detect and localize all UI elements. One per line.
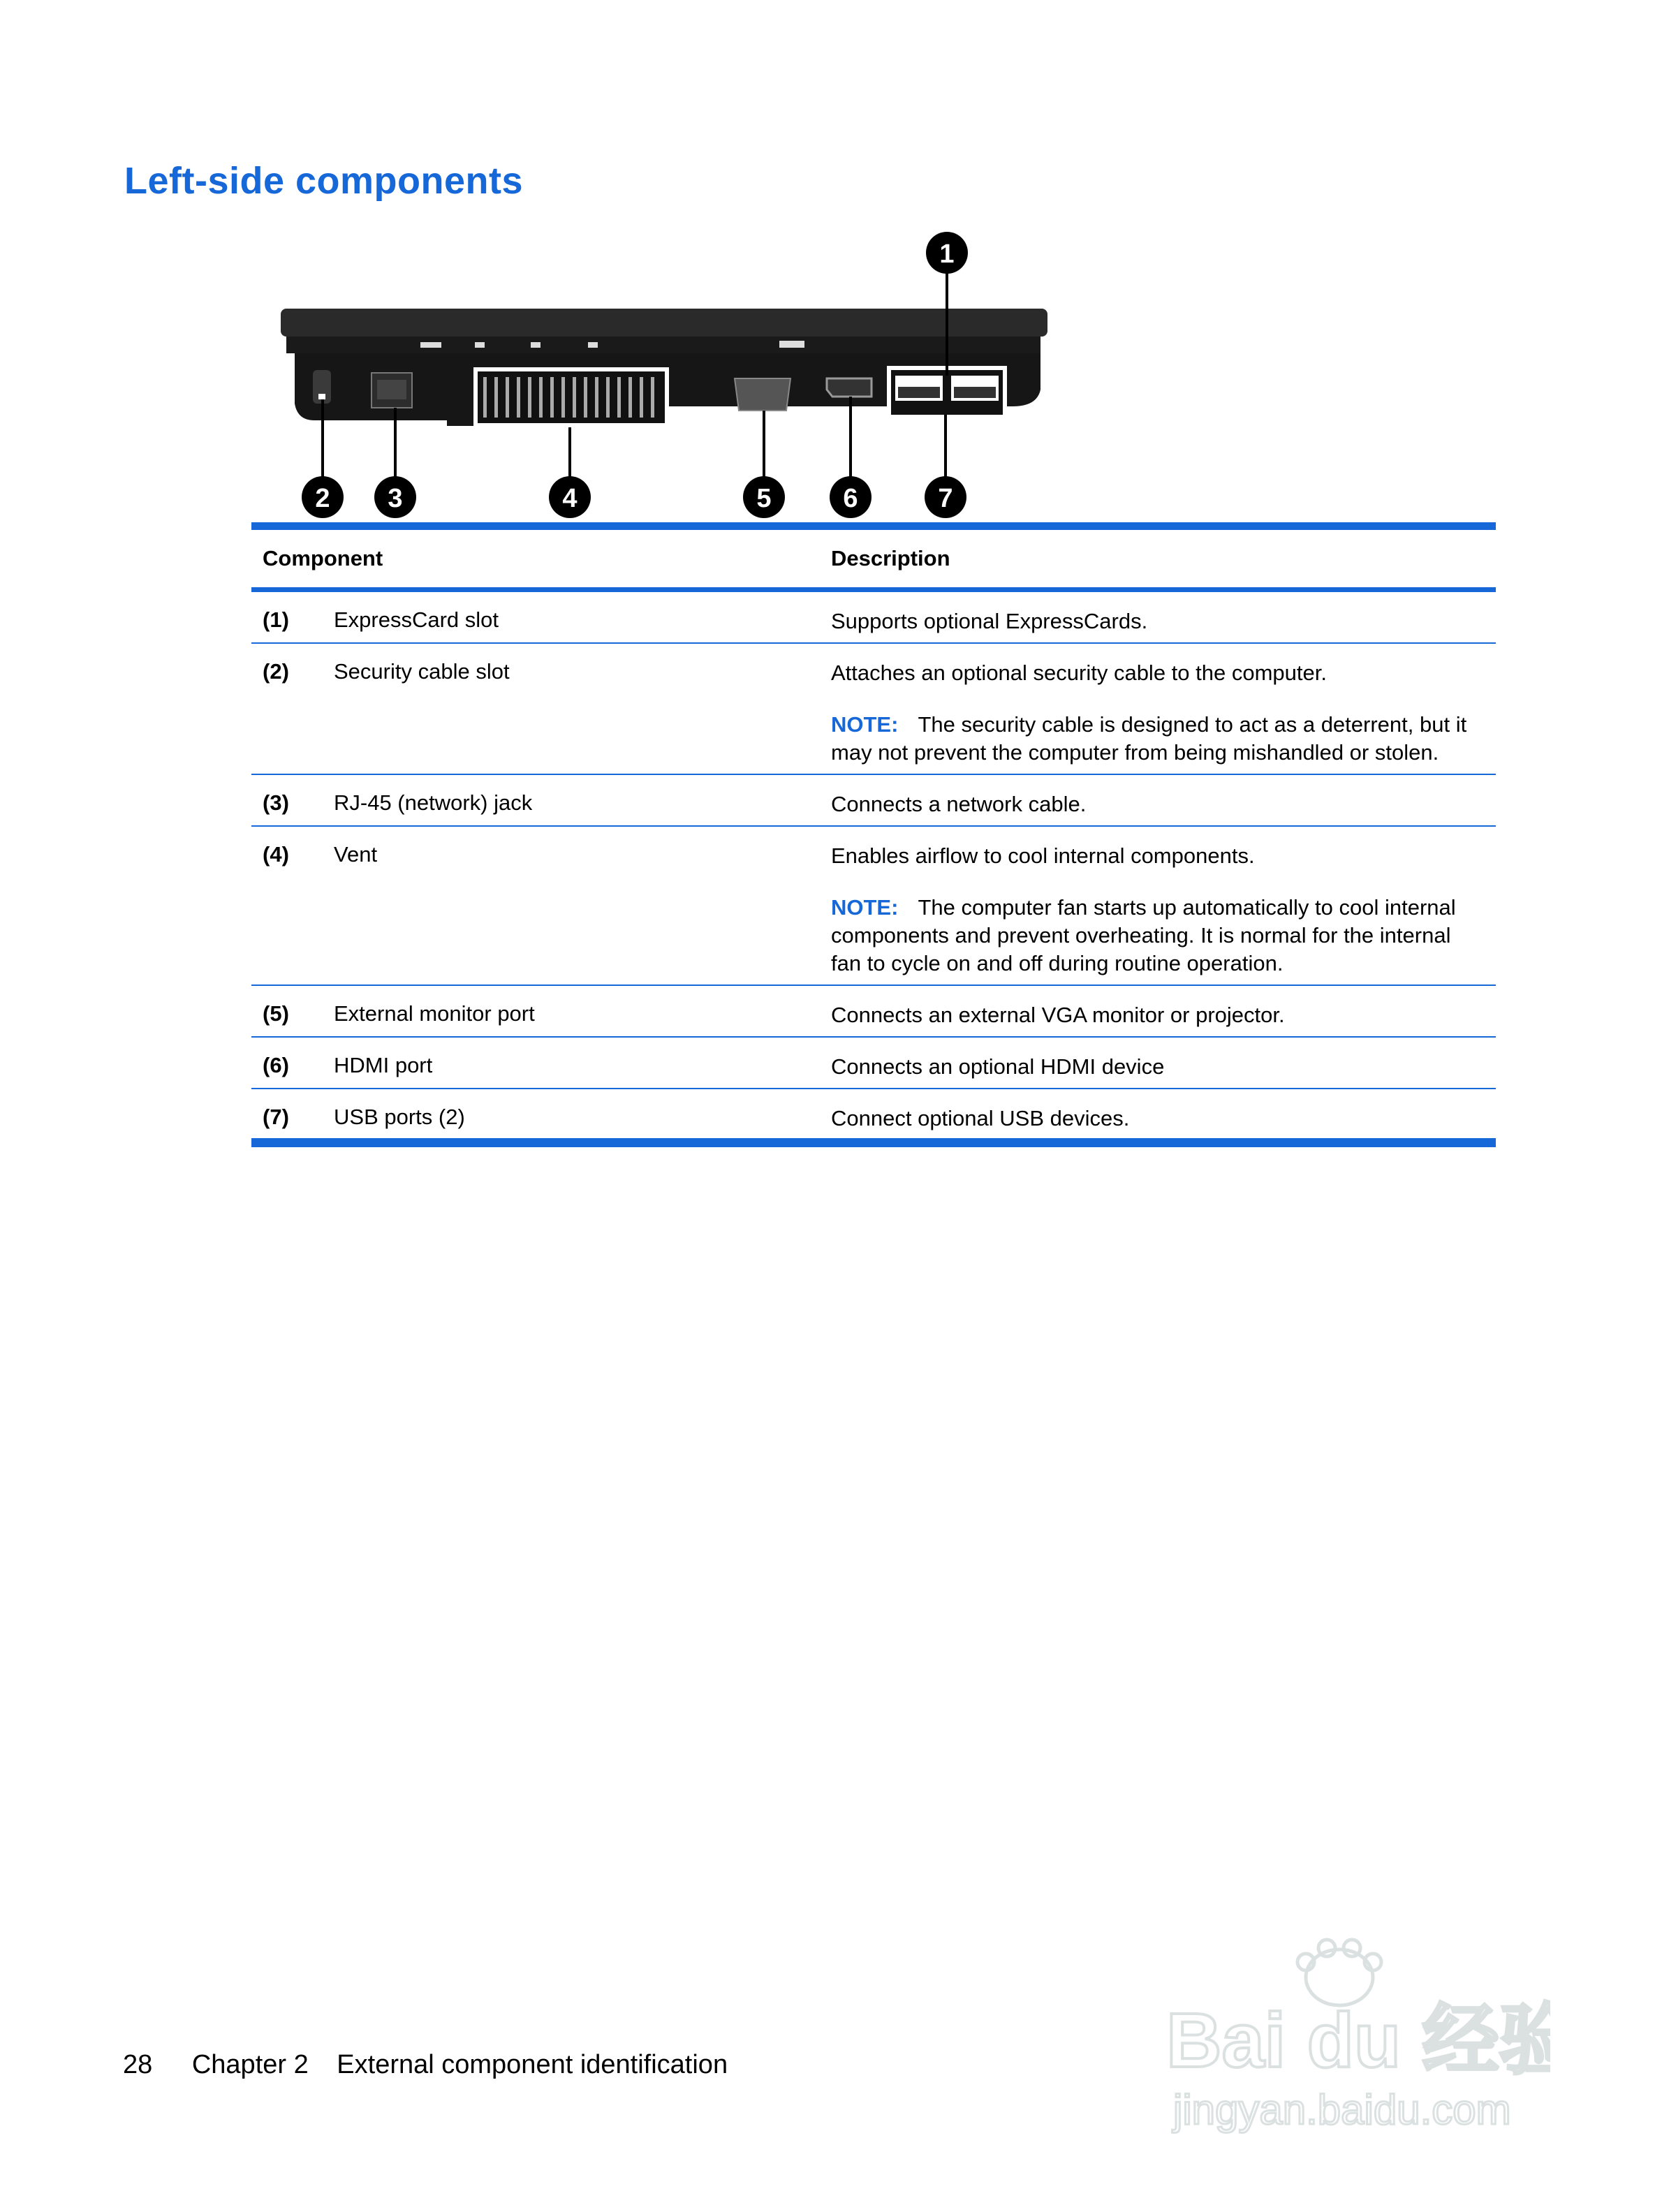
row-number: (5) (263, 1001, 289, 1026)
laptop-left-side-figure (265, 223, 1089, 531)
callout-6-label: 6 (843, 484, 858, 513)
callout-5-label: 5 (756, 484, 772, 513)
callout-1-label: 1 (939, 239, 955, 269)
row-description (831, 775, 1496, 825)
row-component: USB ports (2) (334, 1105, 465, 1129)
baidu-watermark (1159, 1934, 1550, 2144)
vga-graphic (735, 378, 790, 411)
table-top-rule (251, 522, 1496, 530)
paw-icon (1297, 1940, 1381, 2005)
page-heading: Left-side components (124, 160, 524, 202)
row-description (831, 644, 1496, 774)
watermark-brand: Bai du 经验 (1166, 1998, 1550, 2084)
header-description: Description (831, 546, 950, 570)
row-description (831, 592, 1496, 642)
note (831, 711, 1486, 767)
page-number: 28 (123, 2050, 153, 2079)
table-row (251, 1038, 1496, 1089)
description-text: Connects an optional HDMI device (831, 1054, 1165, 1079)
row-component: HDMI port (334, 1053, 433, 1077)
table-row (251, 775, 1496, 827)
description-text: Supports optional ExpressCards. (831, 609, 1148, 633)
note (831, 894, 1486, 978)
table-header (251, 530, 1496, 592)
row-number: (6) (263, 1053, 289, 1077)
row-description (831, 1038, 1496, 1088)
row-description (831, 827, 1496, 985)
description-text: Attaches an optional security cable to the computer. (831, 661, 1327, 685)
table-row (251, 827, 1496, 986)
row-component: ExpressCard slot (334, 607, 499, 632)
row-number: (3) (263, 790, 289, 815)
row-number: (2) (263, 659, 289, 684)
note-label: NOTE: (831, 712, 899, 737)
components-table (251, 522, 1496, 1147)
table-bottom-rule (251, 1140, 1496, 1147)
note-text: The security cable is designed to act as a deterrent, but it may not prevent the computer from being mishandled or stolen. (831, 712, 1467, 765)
callout-2-label: 2 (315, 484, 330, 513)
page-footer (123, 2050, 728, 2080)
table-row (251, 592, 1496, 644)
row-description (831, 986, 1496, 1036)
hdmi-graphic (827, 378, 872, 397)
table-row (251, 1089, 1496, 1140)
callout-3-label: 3 (388, 484, 403, 513)
description-text: Connects a network cable. (831, 792, 1087, 816)
callout-4-label: 4 (562, 484, 578, 513)
table-row (251, 986, 1496, 1038)
description-text: Connects an external VGA monitor or projector. (831, 1003, 1285, 1027)
row-component: External monitor port (334, 1001, 535, 1026)
description-text: Connect optional USB devices. (831, 1106, 1130, 1130)
header-component: Component (263, 546, 383, 570)
description-text: Enables airflow to cool internal components. (831, 843, 1255, 868)
callout-7-label: 7 (938, 484, 953, 513)
row-number: (4) (263, 842, 289, 867)
watermark-url: jingyan.baidu.com (1173, 2086, 1511, 2133)
row-component: Vent (334, 842, 378, 867)
chapter-title: External component identification (337, 2050, 728, 2079)
table-row (251, 644, 1496, 775)
note-text: The computer fan starts up automatically to cool internal components and prevent overheating. It is normal for the internal fan to cycle on and off during routine operation. (831, 895, 1456, 975)
row-description (831, 1089, 1496, 1138)
row-number: (1) (263, 607, 289, 632)
chapter-label: Chapter 2 (191, 2050, 309, 2079)
note-label: NOTE: (831, 895, 899, 920)
row-number: (7) (263, 1105, 289, 1129)
row-component: Security cable slot (334, 659, 510, 684)
row-component: RJ-45 (network) jack (334, 790, 533, 815)
laptop-lid (281, 309, 1047, 337)
